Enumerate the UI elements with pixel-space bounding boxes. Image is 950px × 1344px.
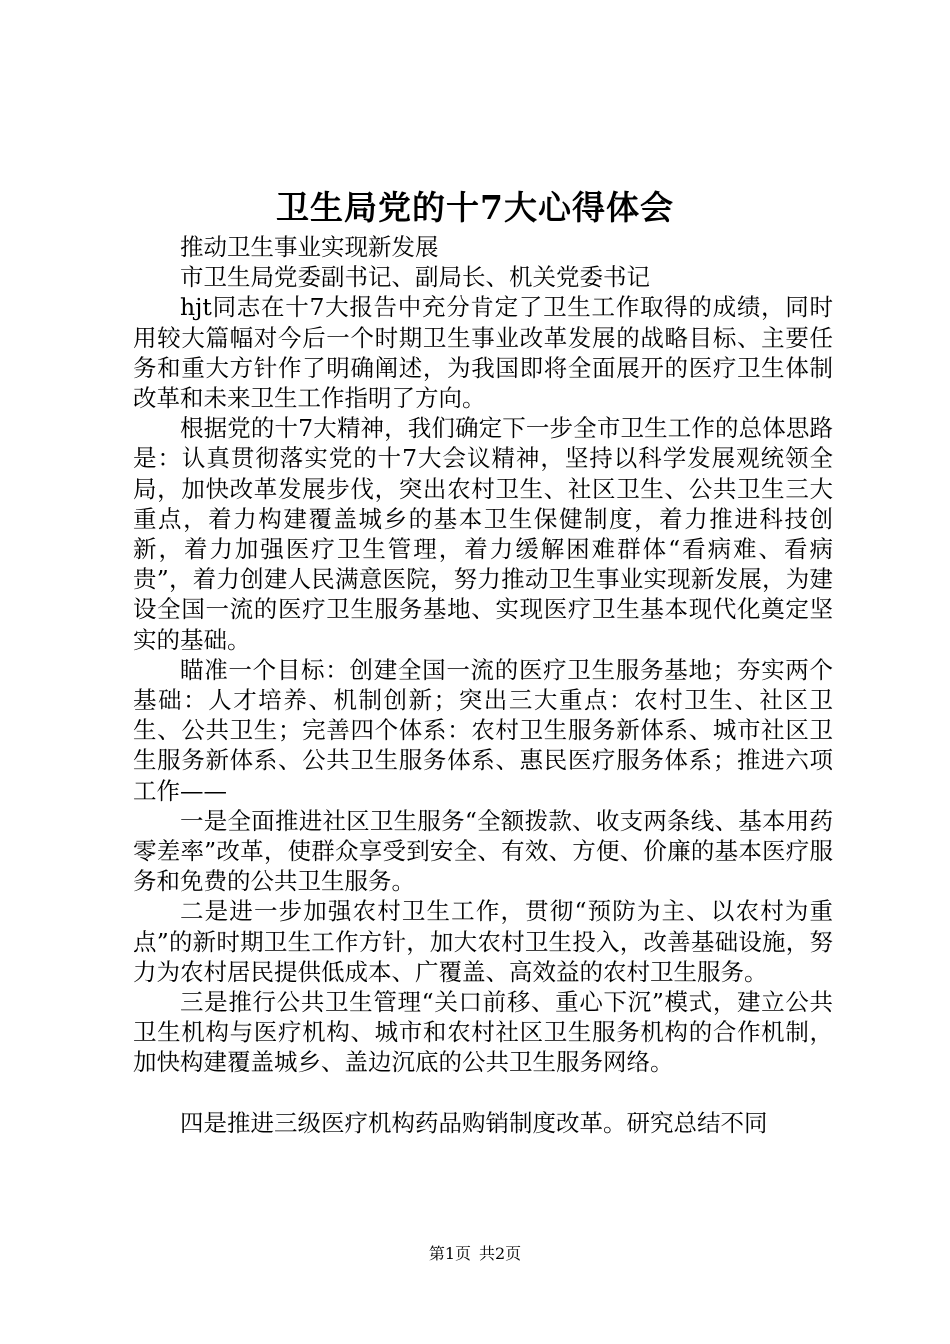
body-paragraph: 一是全面推进社区卫生服务“全额拨款、收支两条线、基本用药零差率”改革，使群众享受到安全、有效、方便、价廉的基本医疗服务和免费的公共卫生服务。: [133, 806, 833, 896]
body-paragraph: 三是推行公共卫生管理“关口前移、重心下沉”模式，建立公共卫生机构与医疗机构、城市和农村社区卫生服务机构的合作机制，加快构建覆盖城乡、盖边沉底的公共卫生服务网络。: [133, 988, 833, 1077]
body-paragraph: 根据党的十7大精神，我们确定下一步全市卫生工作的总体思路是：认真贯彻落实党的十7大会议精神，坚持以科学发展观统领全局，加快改革发展步伐，突出农村卫生、社区卫生、公共卫生三大重点，着力构建覆盖城乡的基本卫生保健制度，着力推进科技创新，着力加强医疗卫生管理，着力缓解困难群体“看病难、看病贵”，着力创建人民满意医院，努力推动卫生事业实现新发展，为建设全国一流的医疗卫生服务基地、实现医疗卫生基本现代化奠定坚实的基础。: [133, 414, 833, 654]
document-title: 卫生局党的十7大心得体会: [276, 188, 674, 227]
subtitle-paragraph: 推动卫生事业实现新发展: [180, 233, 439, 261]
body-paragraph: 瞄准一个目标：创建全国一流的医疗卫生服务基地；夯实两个基础：人才培养、机制创新；突出三大重点：农村卫生、社区卫生、公共卫生；完善四个体系：农村卫生服务新体系、城市社区卫生服务新体系、公共卫生服务体系、惠民医疗服务体系；推进六项工作——: [133, 655, 833, 805]
page-number-current: 第1页: [428, 1244, 471, 1263]
page-footer: [0, 1243, 950, 1265]
document-body: [133, 232, 833, 1138]
body-paragraph: 二是进一步加强农村卫生工作，贯彻“预防为主、以农村为重点”的新时期卫生工作方针，加大农村卫生投入，改善基础设施，努力为农村居民提供低成本、广覆盖、高效益的农村卫生服务。: [133, 897, 833, 986]
author-line: 市卫生局党委副书记、副局长、机关党委书记: [180, 263, 650, 292]
body-paragraph: 四是推进三级医疗机构药品购销制度改革。研究总结不同: [180, 1108, 768, 1137]
page-number-total: 共2页: [479, 1244, 522, 1263]
body-paragraph: hjt同志在十7大报告中充分肯定了卫生工作取得的成绩，同时用较大篇幅对今后一个时期卫生事业改革发展的战略目标、主要任务和重大方针作了明确阐述，为我国即将全面展开的医疗卫生体制改革和未来卫生工作指明了方向。: [133, 293, 833, 413]
